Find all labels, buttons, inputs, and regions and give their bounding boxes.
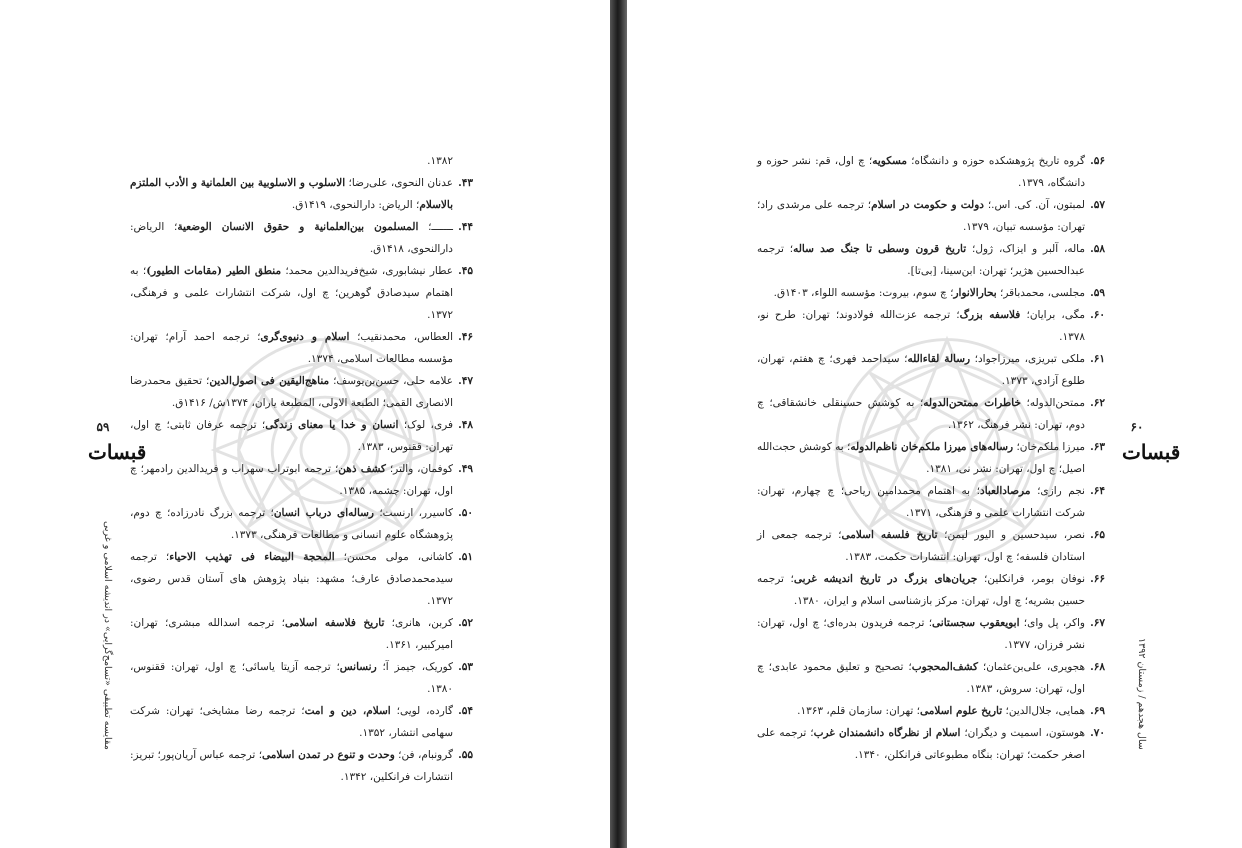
reference-entry — [130, 656, 473, 700]
entry-title: المسلمون بین‌العلمانیة و حقوق الانسان الوضعیة — [177, 221, 419, 233]
entry-author: هجویری، علی‌بن‌عثمان؛ — [977, 661, 1085, 673]
entry-details: ؛ ترجمه سیدمحمدصادق عارف؛ مشهد: بنیاد پژوهش های آستان قدس رضوی، ۱۳۷۲. — [130, 551, 453, 607]
entry-details: ؛ ترجمه عزت‌الله فولادوند؛ تهران: طرح نو، ۱۳۷۸. — [757, 309, 1085, 343]
entry-author: واکر، پل وای؛ — [1019, 617, 1085, 629]
entry-details: ؛ ترجمه ابوتراب سهراب و فریدالدین رادمهر؛ چ اول، تهران: چشمه، ۱۳۸۵. — [130, 463, 453, 497]
entry-title: مناهج‌الیقین فی اصول‌الدین — [209, 375, 330, 387]
entry-details: ؛ ترجمه عرفان ثابتی؛ چ اول، تهران: ققنوس، ۱۳۸۳. — [130, 419, 453, 453]
entry-number: ۴۷. — [458, 375, 473, 387]
entry-author: میرزا ملکم‌خان؛ — [1013, 441, 1085, 453]
entry-details: ؛ تصحیح و تعلیق محمود عابدی؛ چ اول، تهران: سروش، ۱۳۸۳. — [757, 661, 1085, 695]
entry-number: ۴۴. — [458, 221, 473, 233]
entry-number: ۶۴. — [1090, 485, 1105, 497]
entry-number: ۴۸. — [458, 419, 473, 431]
entry-details: ؛ الریاض: دارالنحوی، ۱۴۱۹ق. — [291, 199, 420, 211]
continuation-line: ۱۳۸۲. — [427, 155, 453, 167]
reference-entry — [757, 304, 1105, 348]
reference-entry — [130, 700, 473, 744]
reference-entry — [757, 524, 1105, 568]
entry-number: ۵۳. — [458, 661, 473, 673]
entry-title: تاریخ قرون وسطی تا جنگ صد ساله — [793, 243, 967, 255]
entry-author: ماله، آلبر و ایزاک، ژول؛ — [966, 243, 1085, 255]
entry-title: مسکویه — [872, 155, 908, 167]
entry-author: علامه حلی، حسن‌بن‌یوسف؛ — [329, 375, 453, 387]
entry-details: ؛ سیداحمد فهری؛ چ هفتم، تهران، طلوع آزادی، ۱۳۷۳. — [757, 353, 1085, 387]
reference-entry — [130, 414, 473, 458]
entry-number: ۶۵. — [1090, 529, 1105, 541]
entry-number: ۵۱. — [458, 551, 473, 563]
journal-logo: قبسات — [1122, 440, 1181, 464]
entry-details: ؛ چ سوم، بیروت: مؤسسه اللواء، ۱۴۰۳ق. — [773, 287, 954, 299]
entry-details: ؛ ترجمه فریدون بدره‌ای؛ چ اول، تهران: نشر فرزان، ۱۳۷۷. — [757, 617, 1085, 651]
reference-entry — [757, 612, 1105, 656]
entry-details: ؛ به اهتمام محمدامین ریاحی؛ چ چهارم، تهران: شرکت انتشارات علمی و فرهنگی، ۱۳۷۱. — [757, 485, 1085, 519]
entry-author: همایی، جلال‌الدین؛ — [1002, 705, 1085, 717]
entry-details: ؛ ترجمه رضا مشایخی؛ تهران: شرکت سهامی انتشار، ۱۳۵۲. — [130, 705, 453, 739]
entry-author: کربن، هانری؛ — [384, 617, 453, 629]
entry-author: نجم رازی؛ — [1030, 485, 1085, 497]
entry-title: تاریخ فلسفه اسلامی — [841, 529, 938, 541]
entry-title: خاطرات ممتحن‌الدوله — [923, 397, 1021, 409]
entry-title: منطق الطیر (مقامات الطیور) — [146, 265, 282, 277]
entry-number: ۶۸. — [1090, 661, 1105, 673]
reference-entry — [757, 568, 1105, 612]
entry-title: بحارالانوار — [953, 287, 997, 299]
entry-details: ؛ ترجمه آزیتا یاسائی؛ چ اول، تهران: ققنوس، ۱۳۸۰. — [130, 661, 453, 695]
entry-number: ۴۵. — [458, 265, 473, 277]
entry-number: ۶۱. — [1090, 353, 1105, 365]
entry-number: ۶۲. — [1090, 397, 1105, 409]
running-title: سال هجدهم / زمستان ۱۳۹۲ — [1136, 638, 1147, 750]
entry-number: ۵۹. — [1090, 287, 1105, 299]
entries-container — [757, 150, 1105, 766]
entry-author: کوفمان، والتر؛ — [385, 463, 453, 475]
entry-author: ملکی تبریزی، میرزاجواد؛ — [970, 353, 1085, 365]
right-page — [627, 0, 1242, 848]
entry-title: اسلام، دین و امت — [304, 705, 391, 717]
reference-entry — [130, 744, 473, 788]
reference-entry — [757, 700, 1105, 722]
entry-title: رساله‌های میرزا ملکم‌خان ناظم‌الدوله — [850, 441, 1014, 453]
entry-details: ؛ ترجمه حسین بشریه؛ چ اول، تهران: مرکز بازشناسی اسلام و ایران، ۱۳۸۰. — [757, 573, 1085, 607]
reference-entry — [757, 436, 1105, 480]
entry-author: کوریک، جیمز آ؛ — [376, 661, 453, 673]
entry-author: عطار نیشابوری، شیخ‌فریدالدین محمد؛ — [281, 265, 453, 277]
reference-entry — [130, 216, 473, 260]
entry-author: هوستون، اسمیت و دیگران؛ — [960, 727, 1085, 739]
reference-entry — [130, 326, 473, 370]
entry-number: ۷۰. — [1090, 727, 1105, 739]
entry-number: ۶۰. — [1090, 309, 1105, 321]
reference-entry — [757, 656, 1105, 700]
entry-number: ۴۶. — [458, 331, 473, 343]
running-title: مقایسه تطبیقی «تسامح‌گرایی» در اندیشه اسلامی و غربی — [102, 521, 113, 750]
entry-title: مرصادالعباد — [980, 485, 1031, 497]
entry-author: گروه تاریخ پژوهشکده حوزه و دانشگاه؛ — [907, 155, 1085, 167]
page-number: ۵۹ — [96, 420, 110, 434]
entry-author: نوفان بومر، فرانکلین؛ — [977, 573, 1085, 585]
entry-author: العطاس، محمدنقیب؛ — [349, 331, 453, 343]
entry-title: انسان و خدا یا معنای زندگی — [265, 419, 399, 431]
entry-author: فری، لوک؛ — [398, 419, 453, 431]
entry-details: ؛ ترجمه اسدالله مبشری؛ تهران: امیرکبیر، ۱۳۶۱. — [130, 617, 453, 651]
entry-title: تاریخ علوم اسلامی — [919, 705, 1003, 717]
reference-entry — [757, 150, 1105, 194]
entry-title: رسالة لقاءالله — [907, 353, 971, 365]
entry-title: اسلام و دنیوی‌گری — [260, 331, 350, 343]
reference-entry — [757, 348, 1105, 392]
side-margin — [1122, 420, 1181, 750]
entry-details: ؛ ترجمه علی اصغر حکمت؛ تهران: بنگاه مطبوعاتی فرانکلن، ۱۳۴۰. — [757, 727, 1085, 761]
entry-title: کشف ذهن — [338, 463, 386, 475]
entry-number: ۵۰. — [458, 507, 473, 519]
entry-title: دولت و حکومت در اسلام — [871, 199, 984, 211]
entry-title: وحدت و تنوع در تمدن اسلامی — [262, 749, 395, 761]
entry-author: ممتحن‌الدوله؛ — [1020, 397, 1086, 409]
entry-details: ؛ چ اول، قم: نشر حوزه و دانشگاه، ۱۳۷۹. — [757, 155, 1085, 189]
entry-details: ؛ ترجمه جمعی از استادان فلسفه؛ چ اول، تهران: انتشارات حکمت، ۱۳۸۳. — [757, 529, 1085, 563]
entry-title: تاریخ فلاسفه اسلامی — [284, 617, 385, 629]
entry-author: ـــــــ؛ — [418, 221, 453, 233]
entry-details: ؛ به اهتمام سیدصادق گوهرین؛ چ اول، شرکت انتشارات علمی و فرهنگی، ۱۳۷۲. — [130, 265, 453, 321]
entry-title: المحجة البیضاء فی تهذیب الاحیاء — [169, 551, 335, 563]
entry-author: عدنان النحوی، علی‌رضا؛ — [345, 177, 453, 189]
entry-number: ۵۲. — [458, 617, 473, 629]
entry-author: کاسیرر، ارنست؛ — [374, 507, 453, 519]
entry-number: ۴۳. — [458, 177, 473, 189]
reference-entry — [130, 612, 473, 656]
reference-entry — [130, 370, 473, 414]
reference-entry — [757, 480, 1105, 524]
entry-author: مگی، برایان؛ — [1020, 309, 1085, 321]
entry-number: ۶۶. — [1090, 573, 1105, 585]
entry-author: کاشانی، مولی محسن؛ — [334, 551, 454, 563]
entry-details: ؛ ترجمه عباس آریان‌پور؛ تبریز: انتشارات فرانکلین، ۱۳۴۲. — [130, 749, 453, 783]
side-margin — [88, 420, 147, 750]
left-page — [0, 0, 610, 848]
entry-title: ابویعقوب سجستانی — [932, 617, 1020, 629]
entry-details: ؛ الریاض: دارالنحوی، ۱۴۱۸ق. — [130, 221, 453, 255]
entry-number: ۵۴. — [458, 705, 473, 717]
entry-number: ۶۷. — [1090, 617, 1105, 629]
entry-details: ؛ تهران: سازمان قلم، ۱۳۶۳. — [797, 705, 920, 717]
entry-title: رساله‌ای درباب انسان — [273, 507, 375, 519]
entry-number: ۵۵. — [458, 749, 473, 761]
entry-author: گرونبام، فن؛ — [394, 749, 453, 761]
entry-title: الاسلوب و الاسلوبیة بین العلمانیة و الأدب الملتزم بالاسلام — [130, 177, 453, 211]
entry-author: نصر، سیدحسین و الیور لیمن؛ — [937, 529, 1086, 541]
entry-details: ؛ ترجمه عبدالحسین هژیر؛ تهران: ابن‌سینا، [بی‌تا]. — [757, 243, 1085, 277]
entry-author: مجلسی، محمدباقر؛ — [996, 287, 1085, 299]
entry-number: ۴۹. — [458, 463, 473, 475]
reference-entry — [757, 282, 1105, 304]
entry-title: اسلام از نظرگاه دانشمندان غرب — [813, 727, 961, 739]
entry-number: ۵۸. — [1090, 243, 1105, 255]
entry-title: جریان‌های بزرگ در تاریخ اندیشه غربی — [793, 573, 978, 585]
entry-number: ۵۶. — [1090, 155, 1105, 167]
reference-entry — [130, 458, 473, 502]
entry-number: ۶۹. — [1090, 705, 1105, 717]
reference-entry — [757, 392, 1105, 436]
entry-details: ؛ ترجمه بزرگ نادرزاده؛ چ دوم، پژوهشگاه علوم انسانی و مطالعات فرهنگی، ۱۳۷۳. — [130, 507, 453, 541]
entry-title: فلاسفه بزرگ — [959, 309, 1021, 321]
reference-entry — [757, 722, 1105, 766]
entry-number: ۵۷. — [1090, 199, 1105, 211]
reference-entry — [130, 172, 473, 216]
reference-entry — [130, 502, 473, 546]
entry-number: ۶۳. — [1090, 441, 1105, 453]
reference-entry — [757, 194, 1105, 238]
journal-logo: قبسات — [88, 440, 147, 464]
references-list — [130, 150, 473, 788]
reference-entry — [130, 546, 473, 612]
entry-title: رنسانس — [339, 661, 377, 673]
entries-container — [130, 172, 473, 788]
references-list — [757, 150, 1105, 766]
book-gutter — [610, 0, 627, 848]
reference-entry — [757, 238, 1105, 282]
entry-details: ؛ ترجمه علی مرشدی راد؛ تهران: مؤسسه تبیان، ۱۳۷۹. — [757, 199, 1085, 233]
entry-author: گارده، لویی؛ — [390, 705, 453, 717]
entry-details: ؛ به کوشش حسینقلی خانشقاقی؛ چ دوم، تهران: نشر فرهنگ، ۱۳۶۲. — [757, 397, 1085, 431]
entry-details: ؛ ترجمه احمد آرام؛ تهران: مؤسسه مطالعات اسلامی، ۱۳۷۴. — [130, 331, 453, 365]
entry-title: کشف‌المحجوب — [911, 661, 978, 673]
entry-details: ؛ تحقیق محمدرضا الانصاری القمی؛ الطبعة الاولی، المطبعة یاران، ۱۳۷۴ش/ ۱۴۱۶ق. — [130, 375, 453, 409]
entry-author: لمبتون، آن. کی. اس.؛ — [983, 199, 1085, 211]
reference-entry — [130, 260, 473, 326]
page-number: ۶۰ — [1130, 420, 1144, 434]
entry-details: ؛ به کوشش حجت‌الله اصیل؛ چ اول، تهران: نشر نی، ۱۳۸۱. — [757, 441, 1085, 475]
